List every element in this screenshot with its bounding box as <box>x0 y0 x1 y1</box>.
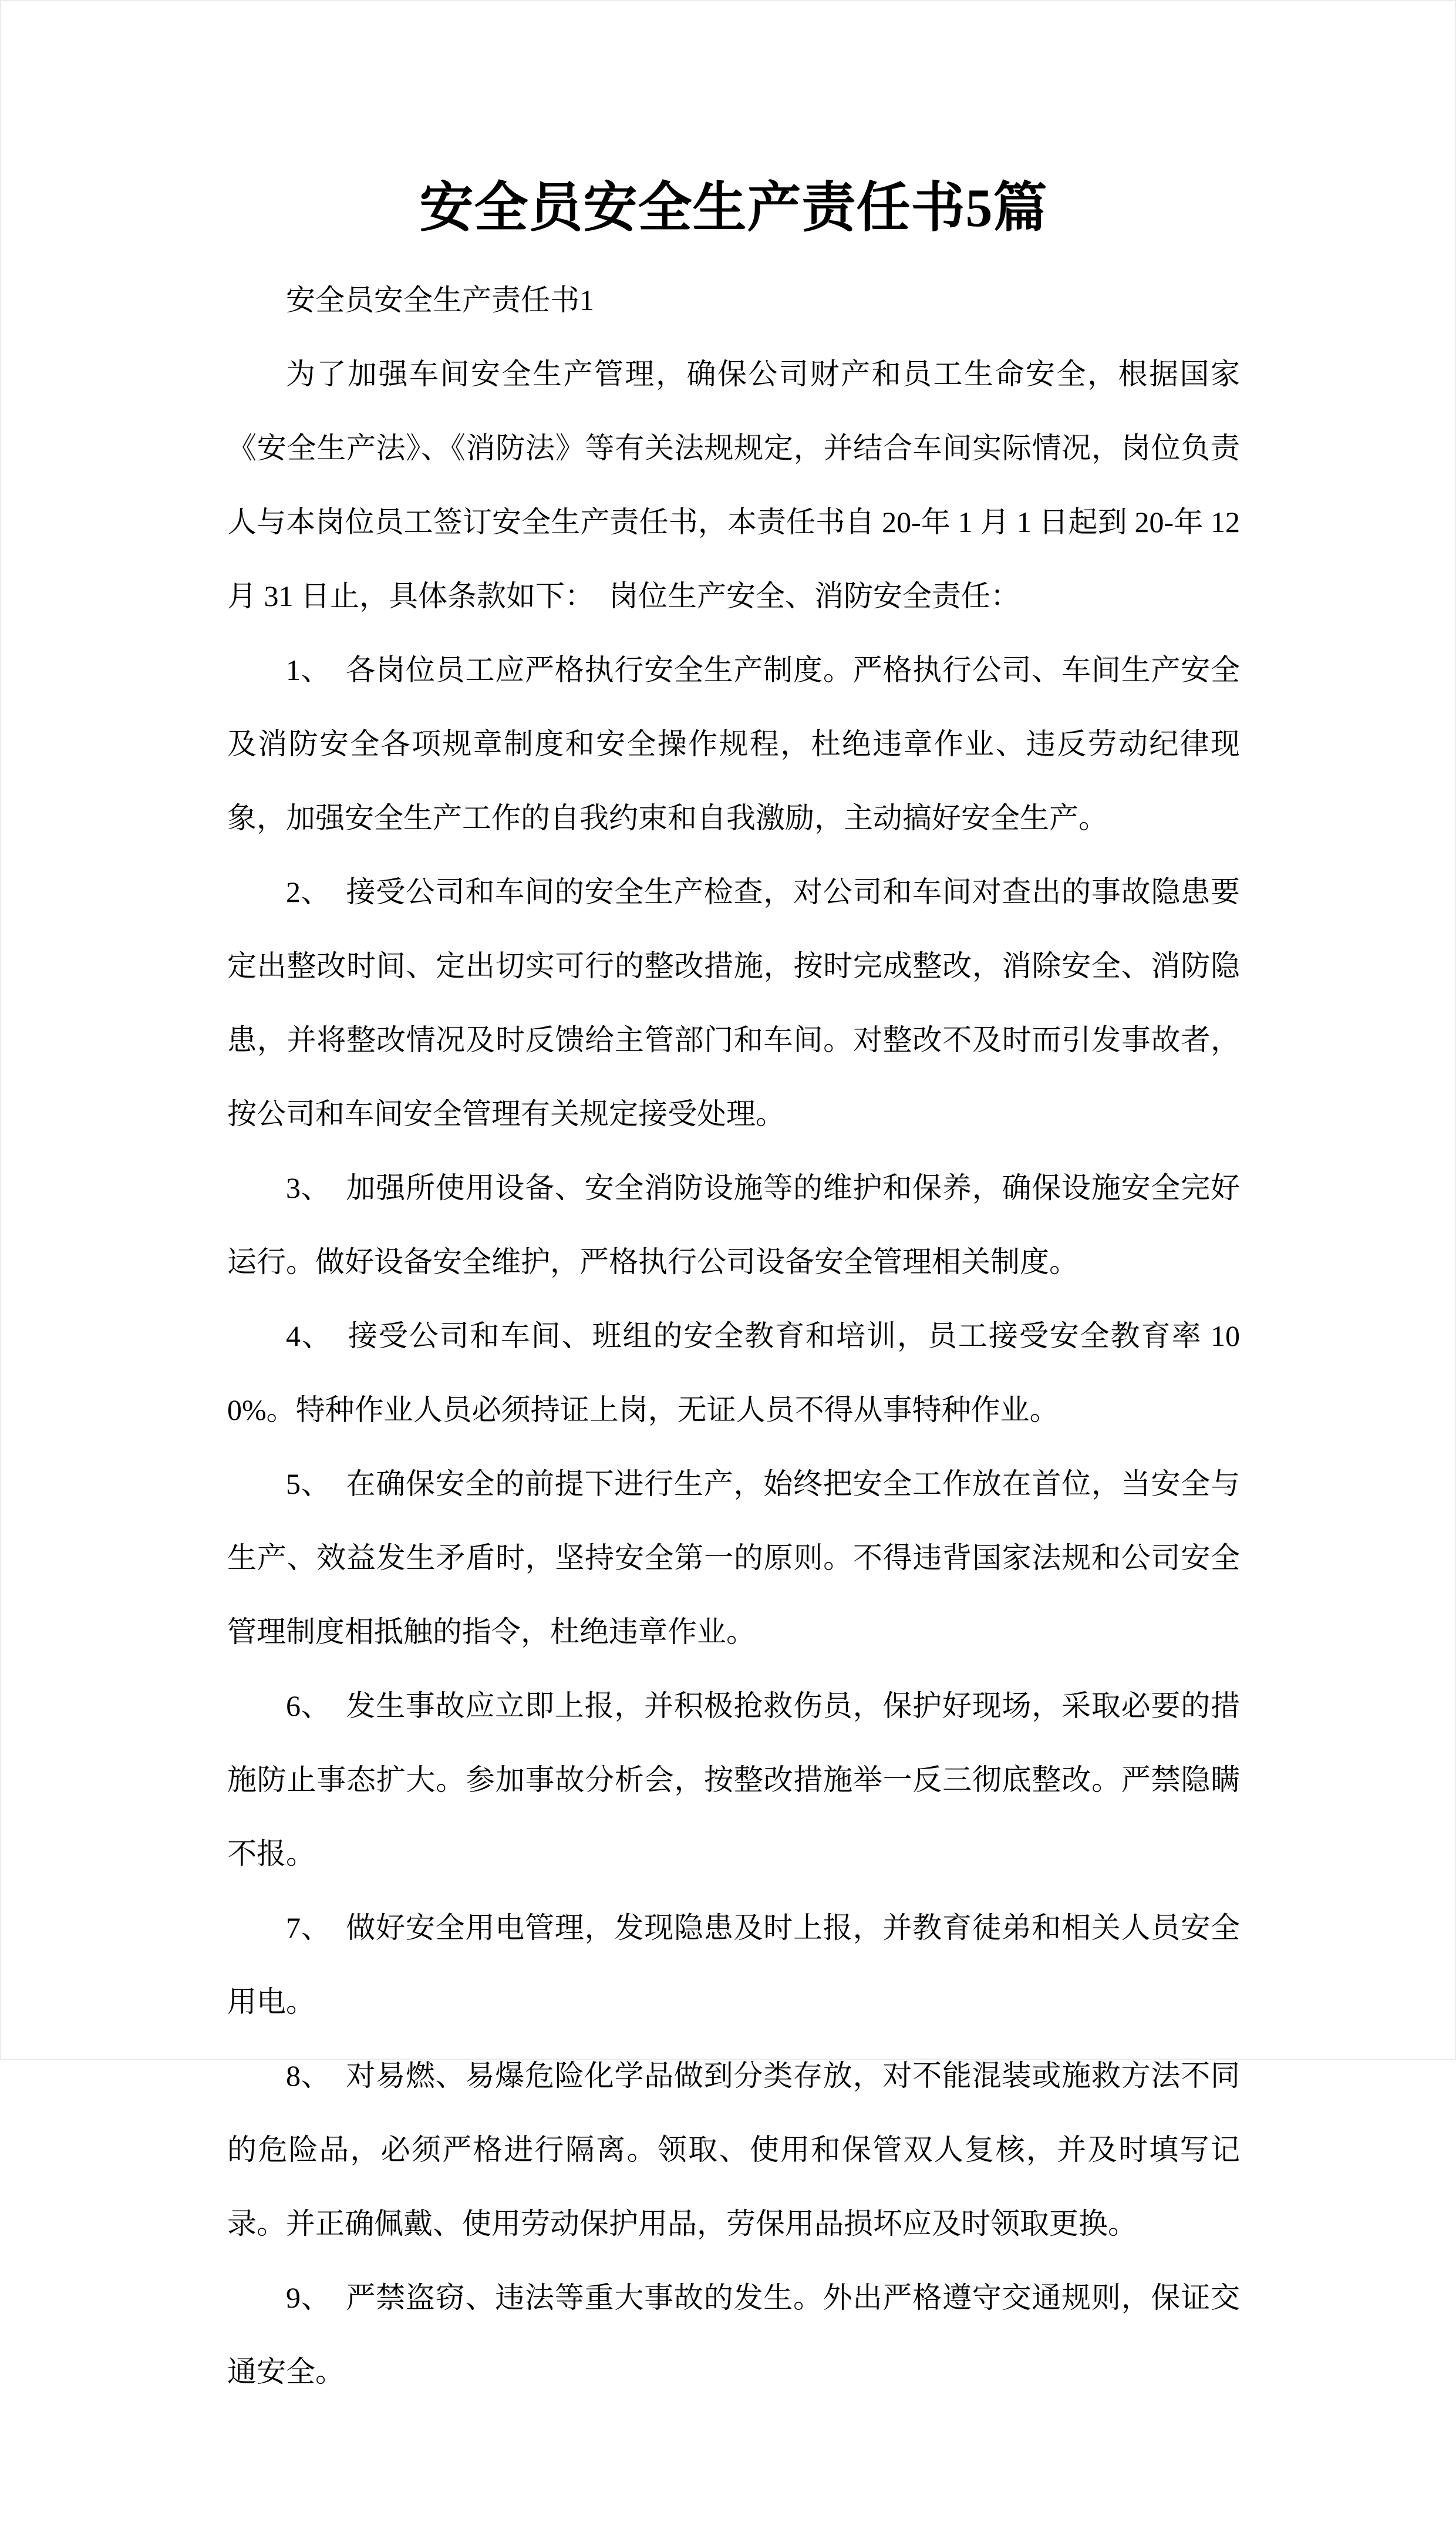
paragraph: 9、 严禁盗窃、违法等重大事故的发生。外出严格遵守交通规则，保证交通安全。 <box>227 2281 1240 2388</box>
document-body <box>227 263 1240 2409</box>
paragraph: 为了加强车间安全生产管理，确保公司财产和员工生命安全，根据国家《安全生产法》、《消防法》等有关法规规定，并结合车间实际情况，岗位负责人与本岗位员工签订安全生产责任书，本责任书自 20-年 1 月 1 日起到 20-年 12 月 31 日止，具体条款如下： 岗位生产安全、消防安全责任： <box>227 358 1240 612</box>
paragraph: 7、 做好安全用电管理，发现隐患及时上报，并教育徒弟和相关人员安全用电。 <box>227 1911 1240 2018</box>
paragraph: 安全员安全生产责任书1 <box>286 284 594 316</box>
paragraph: 2、 接受公司和车间的安全生产检查，对公司和车间对查出的事故隐患要定出整改时间、定出切实可行的整改措施，按时完成整改，消除安全、消防隐患，并将整改情况及时反馈给主管部门和车间。对整改不及时而引发事故者，按公司和车间安全管理有关规定接受处理。 <box>227 875 1240 1130</box>
paragraph: 3、 加强所使用设备、安全消防设施等的维护和保养，确保设施安全完好运行。做好设备安全维护，严格执行公司设备安全管理相关制度。 <box>227 1171 1240 1278</box>
paragraph: 8、 对易燃、易爆危险化学品做到分类存放，对不能混装或施救方法不同的危险品，必须严格进行隔离。领取、使用和保管双人复核，并及时填写记录。并正确佩戴、使用劳动保护用品，劳保用品损坏应及时领取更换。 <box>227 2059 1240 2240</box>
paragraph: 4、 接受公司和车间、班组的安全教育和培训，员工接受安全教育率 100%。特种作业人员必须持证上岗，无证人员不得从事特种作业。 <box>227 1319 1240 1426</box>
paragraph: 6、 发生事故应立即上报，并积极抢救伤员，保护好现场，采取必要的措施防止事态扩大。参加事故分析会，按整改措施举一反三彻底整改。严禁隐瞒不报。 <box>227 1689 1240 1870</box>
document-page <box>1 1 1456 2526</box>
document-title: 安全员安全生产责任书5篇 <box>419 178 1048 238</box>
paragraph: 1、 各岗位员工应严格执行安全生产制度。严格执行公司、车间生产安全及消防安全各项规章制度和安全操作规程，杜绝违章作业、违反劳动纪律现象，加强安全生产工作的自我约束和自我激励，主动搞好安全生产。 <box>227 654 1240 834</box>
paragraph: 5、 在确保安全的前提下进行生产，始终把安全工作放在首位，当安全与生产、效益发生矛盾时，坚持安全第一的原则。不得违背国家法规和公司安全管理制度相抵触的指令，杜绝违章作业。 <box>227 1467 1240 1648</box>
